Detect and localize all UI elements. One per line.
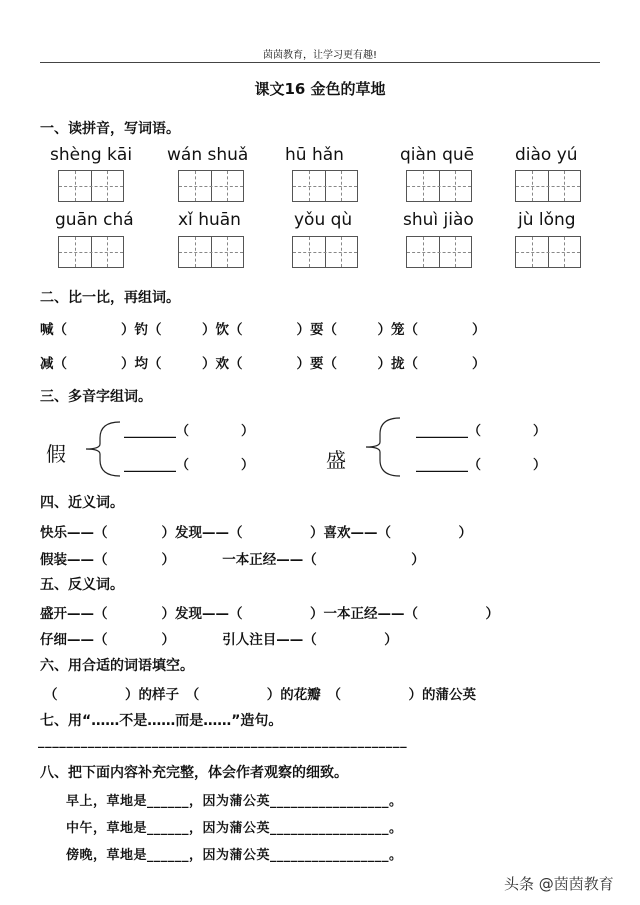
section-8-heading: 八、把下面内容补充完整，体会作者观察的细致。: [40, 765, 348, 781]
writing-grid[interactable]: [292, 170, 358, 202]
writing-grid[interactable]: [178, 170, 244, 202]
left-brace-icon: [362, 416, 402, 478]
watermark: 头条 @茵茵教育: [504, 875, 614, 893]
polyphone-slot[interactable]: ________（ ）: [416, 424, 547, 439]
section-1-heading: 一、读拼音，写词语。: [40, 121, 180, 137]
section-4-heading: 四、近义词。: [40, 495, 124, 511]
compare-row: 喊（ ）钓（ ）饮（ ）耍（ ）笼（ ）: [40, 322, 486, 338]
pinyin-label: jù lǒng: [518, 210, 576, 230]
writing-grid[interactable]: [406, 170, 472, 202]
complete-line[interactable]: 中午，草地是______，因为蒲公英_________________。: [66, 821, 403, 836]
sentence-line[interactable]: ____________________________________________________: [38, 734, 408, 749]
page-header: 茵茵教育，让学习更有趣!: [262, 50, 377, 61]
polyphone-slot[interactable]: ________（ ）: [124, 424, 255, 439]
writing-grid[interactable]: [58, 170, 124, 202]
page-title: 课文16 金色的草地: [254, 80, 386, 98]
writing-grid[interactable]: [292, 236, 358, 268]
left-brace-icon: [82, 420, 122, 478]
polyphone-slot[interactable]: ________（ ）: [124, 458, 255, 473]
polyphone-slot[interactable]: ________（ ）: [416, 458, 547, 473]
section-5-heading: 五、反义词。: [40, 577, 124, 593]
polyphone-char: 假: [46, 442, 66, 466]
section-2-heading: 二、比一比，再组词。: [40, 290, 180, 306]
pinyin-label: shèng kāi: [50, 145, 133, 165]
compare-row: 减（ ）均（ ）欢（ ）要（ ）拢（ ）: [40, 356, 486, 372]
header-rule: [40, 62, 600, 63]
pinyin-label: yǒu qù: [294, 210, 353, 230]
writing-grid[interactable]: [406, 236, 472, 268]
writing-grid[interactable]: [515, 236, 581, 268]
section-7-heading: 七、用“……不是……而是……”造句。: [40, 713, 283, 729]
pinyin-label: shuì jiào: [403, 210, 474, 230]
complete-line[interactable]: 傍晚，草地是______，因为蒲公英_________________。: [66, 848, 403, 863]
pinyin-label: hū hǎn: [285, 145, 344, 165]
pinyin-label: xǐ huān: [178, 210, 241, 230]
writing-grid[interactable]: [178, 236, 244, 268]
synonym-row: 快乐——（ ）发现——（ ）喜欢——（ ）: [40, 525, 472, 541]
polyphone-char: 盛: [326, 448, 346, 472]
pinyin-label: guān chá: [55, 210, 134, 230]
pinyin-label: wán shuǎ: [167, 145, 249, 165]
antonym-row: 盛开——（ ）发现——（ ）一本正经——（ ）: [40, 606, 499, 622]
complete-line[interactable]: 早上，草地是______，因为蒲公英_________________。: [66, 794, 403, 809]
writing-grid[interactable]: [515, 170, 581, 202]
writing-grid[interactable]: [58, 236, 124, 268]
synonym-row: 假装——（ ） 一本正经——（ ）: [40, 552, 425, 568]
antonym-row: 仔细——（ ） 引人注目——（ ）: [40, 632, 398, 648]
pinyin-label: diào yú: [515, 145, 578, 165]
section-3-heading: 三、多音字组词。: [40, 389, 152, 405]
pinyin-label: qiàn quē: [400, 145, 475, 165]
section-6-heading: 六、用合适的词语填空。: [40, 658, 194, 674]
fill-row: （ ）的样子 （ ）的花瓣 （ ）的蒲公英: [44, 687, 476, 703]
